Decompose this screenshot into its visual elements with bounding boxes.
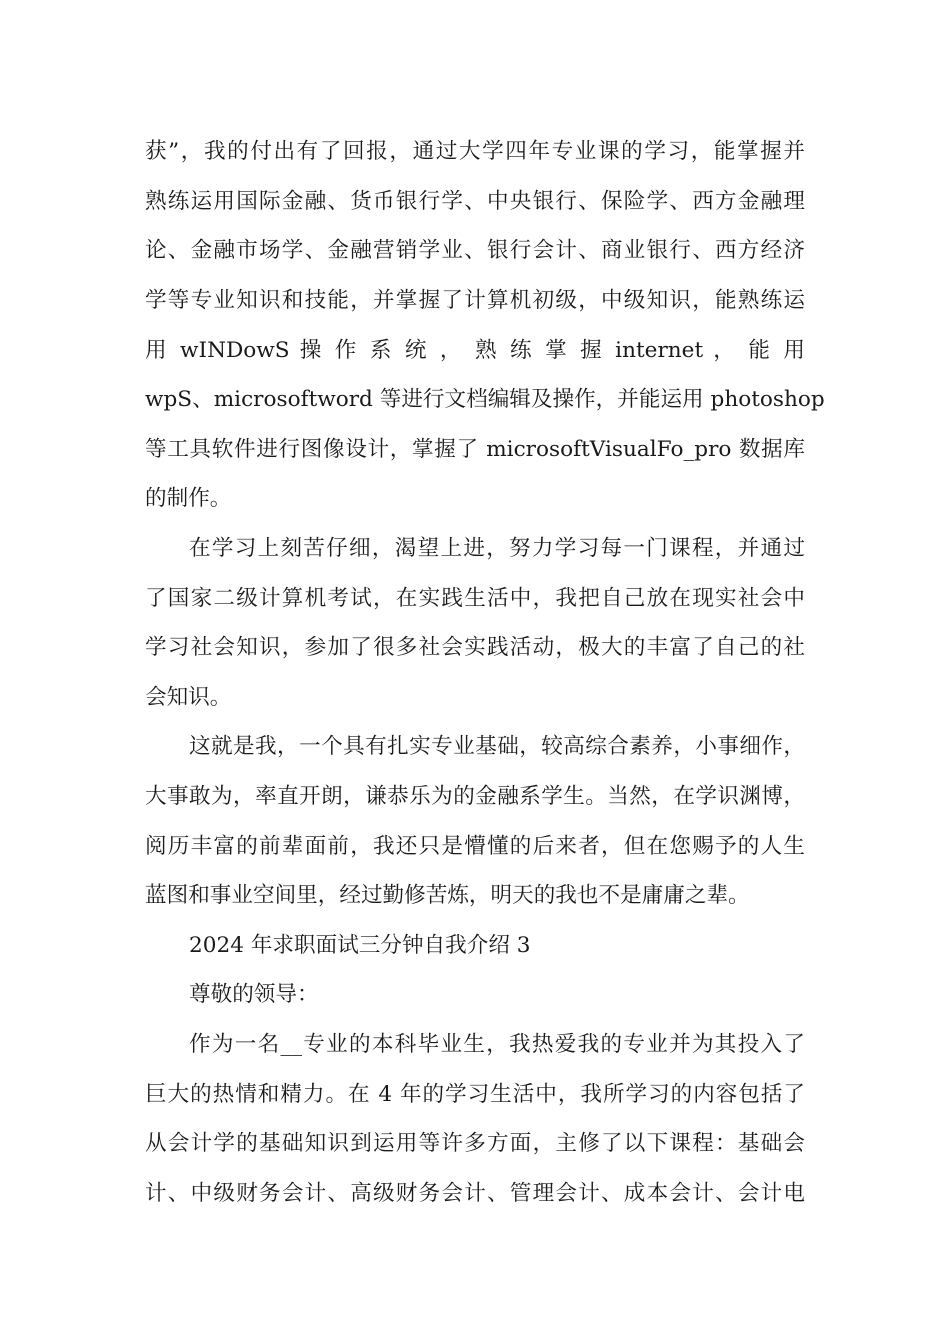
paragraph-first-line: 这就是我，一个具有扎实专业基础，较高综合素养，小事细作，	[189, 734, 805, 759]
text-line: 用 wINDowS 操 作 系 统 ， 熟 练 掌 握 internet ， 能 用	[145, 338, 805, 363]
text-line: 从会计学的基础知识到运用等许多方面，主修了以下课程：基础会	[145, 1131, 805, 1156]
text-line: 巨大的热情和精力。在 4 年的学习生活中，我所学习的内容包括了	[145, 1082, 805, 1107]
text-line: 等工具软件进行图像设计，掌握了 microsoftVisualFo_pro 数据库	[145, 437, 805, 462]
paragraph-first-line: 作为一名__专业的本科毕业生，我热爱我的专业并为其投入了	[189, 1032, 805, 1057]
text-line: 大事敢为，率直开朗，谦恭乐为的金融系学生。当然，在学识渊博，	[145, 784, 805, 809]
text-line: 了国家二级计算机考试，在实践生活中，我把自己放在现实社会中	[145, 586, 805, 611]
text-line: 熟练运用国际金融、货币银行学、中央银行、保险学、西方金融理	[145, 189, 805, 214]
section-heading: 2024 年求职面试三分钟自我介绍 3	[189, 933, 531, 958]
text-line: 阅历丰富的前辈面前，我还只是懵懂的后来者，但在您赐予的人生	[145, 834, 805, 859]
salutation: 尊敬的领导：	[189, 982, 319, 1007]
text-line: 获”，我的付出有了回报，通过大学四年专业课的学习，能掌握并	[145, 139, 805, 164]
text-line: 会知识。	[145, 685, 232, 710]
text-line: 计、中级财务会计、高级财务会计、管理会计、成本会计、会计电	[145, 1181, 805, 1206]
text-line: wpS、microsoftword 等进行文档编辑及操作，并能运用 photoshop	[145, 387, 825, 412]
paragraph-first-line: 在学习上刻苦仔细，渴望上进，努力学习每一门课程，并通过	[189, 536, 805, 561]
text-line: 蓝图和事业空间里，经过勤修苦炼，明天的我也不是庸庸之辈。	[145, 883, 750, 908]
text-line: 学等专业知识和技能，并掌握了计算机初级，中级知识，能熟练运	[145, 288, 805, 313]
text-line: 学习社会知识，参加了很多社会实践活动，极大的丰富了自己的社	[145, 635, 805, 660]
text-line: 论、金融市场学、金融营销学业、银行会计、商业银行、西方经济	[145, 238, 805, 263]
text-line: 的制作。	[145, 486, 232, 511]
